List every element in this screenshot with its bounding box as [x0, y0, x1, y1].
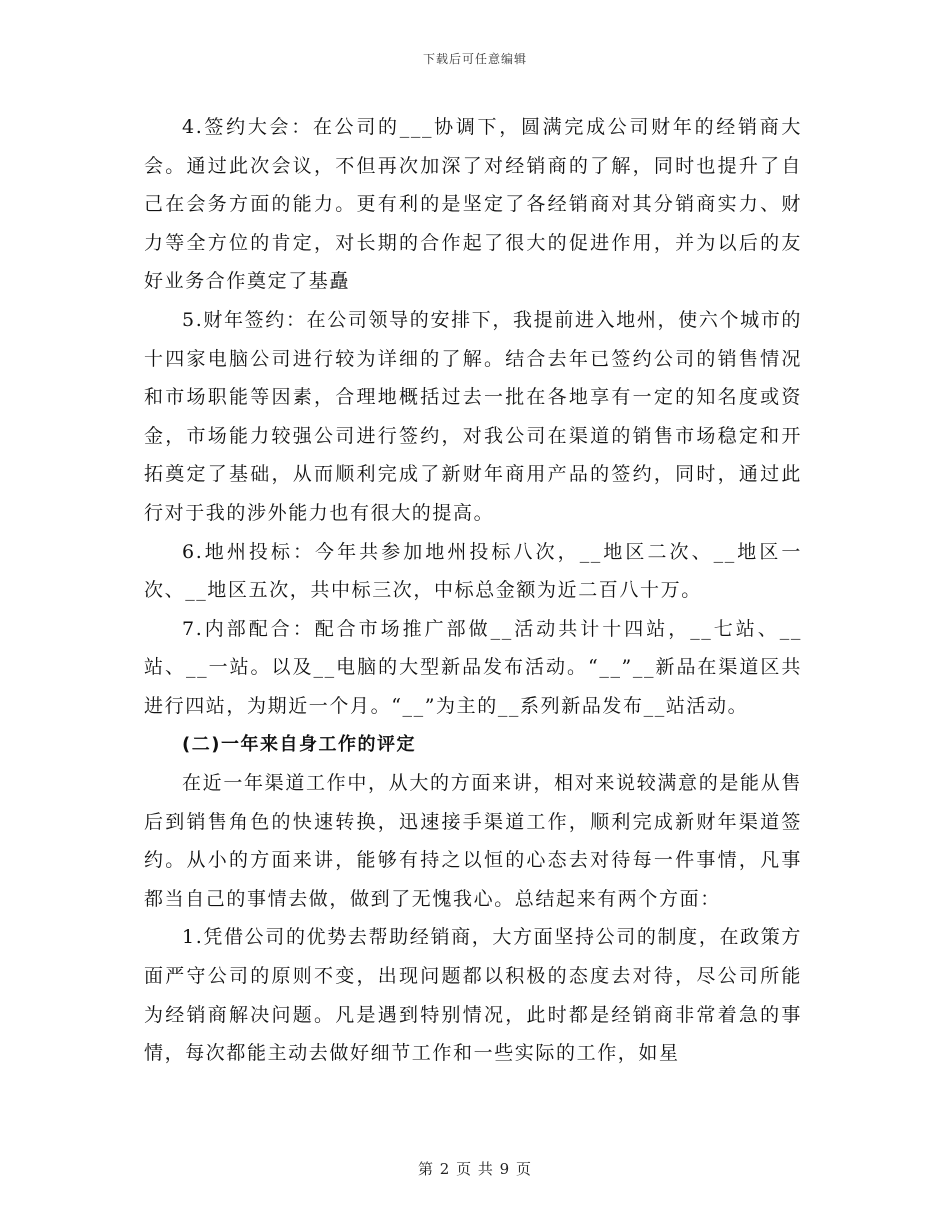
paragraph-fiscal-year-signing: 5.财年签约：在公司领导的安排下，我提前进入地州，使六个城市的十四家电脑公司进行较为详细的了解。结合去年已签约公司的销售情况和市场职能等因素，合理地概括过去一批在各地享有一定的知名度或资金，市场能力较强公司进行签约，对我公司在渠道的销售市场稳定和开拓奠定了基础，从而顺利完成了新财年商用产品的签约，同时，通过此行对于我的涉外能力也有很大的提高。: [144, 308, 802, 524]
header-note: 下载后可任意编辑: [422, 52, 527, 66]
paragraph-signing-conference: 4.签约大会：在公司的___协调下，圆满完成公司财年的经销商大会。通过此次会议，不但再次加深了对经销商的了解，同时也提升了自己在会务方面的能力。更有利的是坚定了各经销商对其分销商实力、财力等全方位的肯定，对长期的合作起了很大的促进作用，并为以后的友好业务合作奠定了基矗: [144, 116, 802, 293]
paragraph-internal-cooperation: 7.内部配合：配合市场推广部做__活动共计十四站，__七站、__站、__一站。以及__电脑的大型新品发布活动。“__”__新品在渠道区共进行四站，为期近一个月。“__”为主的__系列新品发布__站活动。: [144, 617, 802, 717]
paragraph-regional-bidding: 6.地州投标：今年共参加地州投标八次，__地区二次、__地区一次、__地区五次，共中标三次，中标总金额为近二百八十万。: [144, 540, 802, 602]
paragraph-self-evaluation: 在近一年渠道工作中，从大的方面来讲，相对来说较满意的是能从售后到销售角色的快速转换，迅速接手渠道工作，顺利完成新财年渠道签约。从小的方面来讲，能够有持之以恒的心态去对待每一件事情，凡事都当自己的事情去做，做到了无愧我心。总结起来有两个方面：: [144, 772, 802, 910]
document-body: [144, 108, 802, 1073]
page-indicator: 第 2 页 共 9 页: [418, 1160, 532, 1178]
section-heading: (二)一年来自身工作的评定: [182, 733, 416, 755]
paragraph-point-one: 1.凭借公司的优势去帮助经销商，大方面坚持公司的制度，在政策方面严守公司的原则不变，出现问题都以积极的态度去对待，尽公司所能为经销商解决问题。凡是遇到特别情况，此时都是经销商非常着急的事情，每次都能主动去做好细节工作和一些实际的工作，如星: [144, 926, 802, 1065]
